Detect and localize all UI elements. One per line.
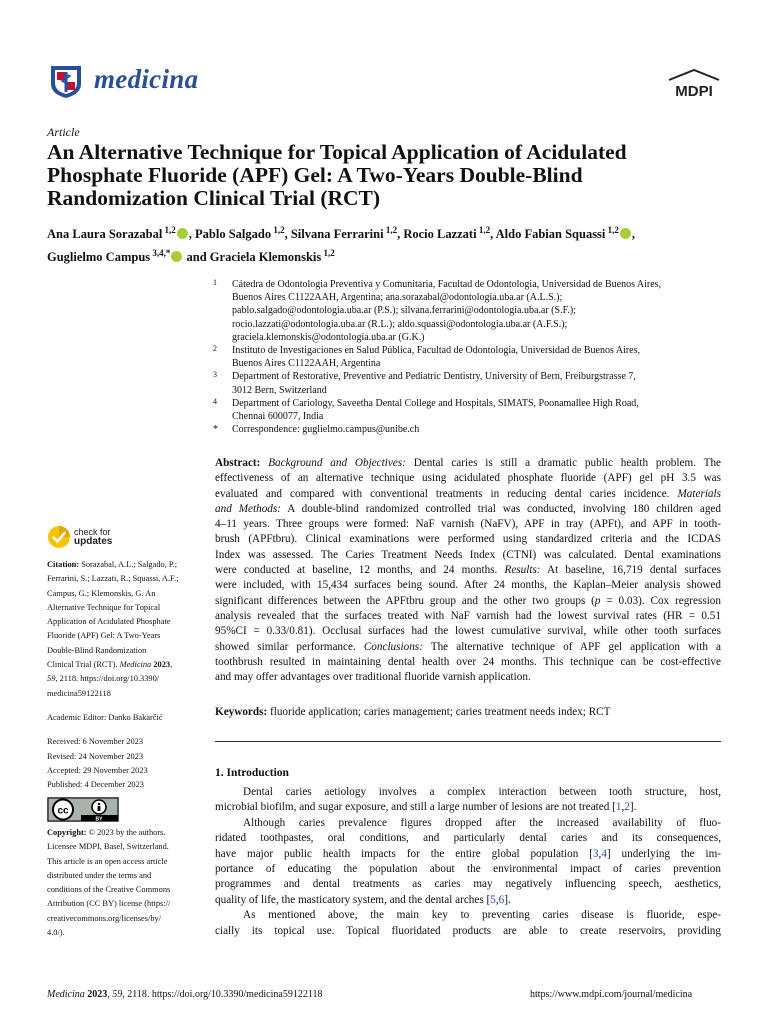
text-run: distributed under the terms and xyxy=(47,870,152,880)
check-for-updates-label[interactable] xyxy=(74,527,112,547)
text-run: 4–11 years. Three groups were formed: NaF varnish (NaFV), APF in tray (APFt), and APF in tooth- xyxy=(215,518,721,531)
text-run: This article is an open access article xyxy=(47,856,168,866)
text-run: ] underlying the im- xyxy=(606,847,721,860)
text-run: , xyxy=(598,847,602,860)
affiliation-line: Buenos Aires C1122AAH, Argentina xyxy=(232,358,381,370)
date-accepted: Accepted: 29 November 2023 xyxy=(47,765,148,775)
abstract-line xyxy=(215,594,721,609)
author-separator: , xyxy=(490,227,496,242)
copyright-label: Copyright: xyxy=(47,828,87,837)
text-run: 2023 xyxy=(151,660,171,670)
text-run: Dental caries aetiology involves a complex interaction between tooth structure, host, xyxy=(243,786,721,798)
text-run: programmes and dental treatments as caries may negatively influencing speech, aesthetics, xyxy=(215,878,721,891)
citation-line xyxy=(47,558,207,572)
abstract-line xyxy=(215,456,721,471)
text-run: toothbrush resulted in maintaining dental health over 24 months. This technique can be cost-effective xyxy=(215,655,721,668)
text-run: quality of life, the masticatory system, and the dental arches [ xyxy=(215,893,491,906)
citation-line xyxy=(47,658,207,672)
text-run: Double-Blind Randomization xyxy=(47,645,147,655)
text-run: and Methods: xyxy=(215,502,281,515)
text-run: ridated toothpastes, oral conditions, and particularly dental caries and its consequences, xyxy=(215,832,721,845)
keywords-label: Keywords: xyxy=(215,706,268,718)
footer-journal-url[interactable]: https://www.mdpi.com/journal/medicina xyxy=(530,989,693,1000)
author-affiliation-marker: 1,2 xyxy=(162,225,176,235)
affiliation-item xyxy=(213,344,733,370)
text-run: As mentioned above, the main key to preventing caries disease is fluoride, espe- xyxy=(243,909,721,922)
title-line: An Alternative Technique for Topical Application of Acidulated xyxy=(47,140,627,164)
affiliation-item xyxy=(213,397,733,423)
text-run: cially its topical use. Topical fluoridated products are able to create reservoirs, providing xyxy=(215,924,721,937)
author-separator: and xyxy=(183,250,210,265)
author-affiliation-marker: 1,2 xyxy=(605,225,619,235)
cc-icon: cc xyxy=(57,805,69,817)
abstract-line xyxy=(215,487,721,502)
citation-line xyxy=(47,687,207,701)
mdpi-logo-text: MDPI xyxy=(675,83,713,100)
footer-journal: Medicina xyxy=(47,989,85,1000)
author-separator: , xyxy=(284,227,291,242)
text-run: significant differences between the APFtbru group and the other two groups ( xyxy=(215,594,595,607)
citation-label: Citation: xyxy=(47,560,80,569)
author-name[interactable]: Graciela Klemonskis xyxy=(209,250,322,265)
text-run: © 2023 by the authors. xyxy=(86,828,166,837)
abstract-line xyxy=(215,532,721,547)
reference-link[interactable]: 5 xyxy=(490,893,496,906)
abstract xyxy=(215,456,721,685)
affiliation-marker: 3 xyxy=(213,370,217,380)
text-run: Attribution (CC BY) license (https:// xyxy=(47,899,171,909)
text-run: , xyxy=(495,893,499,906)
copyright-line xyxy=(47,869,207,883)
text-run: , 2118. https://doi.org/10.3390/ xyxy=(55,674,160,684)
footer-volume: 59 xyxy=(112,989,123,1000)
abstract-line xyxy=(215,640,721,655)
text-run: Although caries prevalence figures dropped after the increased availability of fluo- xyxy=(243,816,721,829)
text-run: Licensee MDPI, Basel, Switzerland. xyxy=(47,842,169,852)
text-run: , xyxy=(621,801,625,814)
text-run: 95%CI = 0.33/0.81). Occlusal surfaces had the lowest cumulative survival, while other tooth surfaces xyxy=(215,625,721,638)
abstract-line xyxy=(215,502,721,517)
sidebar-info xyxy=(47,558,207,792)
paragraph-line xyxy=(215,877,721,892)
section-divider xyxy=(215,741,721,742)
abstract-label: Abstract: xyxy=(215,457,269,469)
reference-link[interactable]: 3 xyxy=(592,847,599,860)
text-run: ]. xyxy=(629,801,637,814)
copyright-line xyxy=(47,912,207,926)
author-affiliation-marker: 1,2 xyxy=(321,248,335,259)
author-line xyxy=(47,221,737,244)
affiliation-item xyxy=(213,370,733,396)
author-affiliation-marker: 1,2 xyxy=(271,225,285,235)
citation-line xyxy=(47,615,207,629)
author-affiliation-marker: 1,2 xyxy=(383,225,398,235)
keywords xyxy=(215,706,721,718)
text-run: analysis revealed that the surfaces treated with NaF varnish had the lowest survival rates (HR = 0.51 xyxy=(215,609,721,622)
citation-line xyxy=(47,629,207,643)
affiliation-marker: 4 xyxy=(213,396,217,406)
text-run: and may offer advantages over traditional fluoride varnish application. xyxy=(215,671,531,684)
text-run: = 0.03). Cox regression xyxy=(600,594,721,607)
copyright-line xyxy=(47,826,207,840)
orcid-icon[interactable] xyxy=(620,228,631,239)
text-run: brush (APFtbru). Clinical examinations were performed using standardized criteria and the ICDAS xyxy=(215,533,721,546)
text-run: ]. xyxy=(504,893,511,906)
journal-logo xyxy=(47,62,85,100)
footer-doi[interactable]: , 2118. https://doi.org/10.3390/medicina59122118 xyxy=(122,989,323,1000)
citation-line xyxy=(47,672,207,686)
citation-line xyxy=(47,587,207,601)
abstract-line xyxy=(215,655,721,670)
author-name[interactable]: Rocio Lazzati xyxy=(403,227,477,242)
text-run: At baseline, 16,719 dental surfaces xyxy=(540,564,721,577)
affiliation-line: rocio.lazzati@odontologia.uba.ar (R.L.); aldo.squassi@odontologia.uba.ar (A.F.S.); xyxy=(232,318,568,330)
text-run: Application of Acidulated Phosphate xyxy=(47,617,171,627)
text-run: Conclusions: xyxy=(363,640,423,653)
mdpi-logo[interactable] xyxy=(667,68,721,102)
text-run: creativecommons.org/licenses/by/ xyxy=(47,913,162,923)
author-name[interactable]: Guglielmo Campus xyxy=(47,250,151,265)
author-separator: , xyxy=(631,227,636,242)
affiliation-line: Chennai 600077, India xyxy=(232,411,324,423)
author-name[interactable]: Silvana Ferrarini xyxy=(290,227,384,242)
affiliation-marker: * xyxy=(213,424,218,436)
abstract-line xyxy=(215,471,721,486)
abstract-line xyxy=(215,517,721,532)
introduction-body xyxy=(215,785,721,939)
text-run: microbial biofilm, and sugar exposure, and still a large number of lesions are not treated [ xyxy=(215,801,616,814)
paragraph-line xyxy=(215,785,721,800)
author-name[interactable]: Pablo Salgado xyxy=(195,227,272,242)
orcid-icon[interactable] xyxy=(177,228,188,239)
reference-link[interactable]: 1 xyxy=(615,801,622,814)
text-run: effectiveness of an alternative technique using acidulated phosphate fluoride (APF) gel pH 3.5 was xyxy=(215,472,721,485)
citation xyxy=(47,558,207,701)
citation-line xyxy=(47,644,207,658)
article-title xyxy=(47,141,737,210)
author-name[interactable]: Aldo Fabian Squassi xyxy=(495,227,606,242)
text-run: were included, with 15,434 surfaces being sound. After 24 months, the Kaplan–Meier analysis showed xyxy=(215,579,721,592)
text-run: evaluated and compared with conventional treatments in reducing dental caries incidence. xyxy=(215,487,678,500)
article-type: Article xyxy=(47,125,80,139)
paragraph-line xyxy=(215,893,721,908)
paragraph-line xyxy=(215,908,721,923)
abstract-line xyxy=(215,670,721,685)
reference-link[interactable]: 6 xyxy=(498,893,505,906)
affiliation-line: 3012 Bern, Switzerland xyxy=(232,384,327,396)
text-run: Clinical Trial (RCT). xyxy=(47,660,120,670)
footer-citation: Medicina 2023, 59, 2118. https://doi.org/10.3390/medicina59122118 xyxy=(47,989,323,1000)
paragraph-line xyxy=(215,862,721,877)
text-run: medicina59122118 xyxy=(47,688,111,698)
text-run: 59 xyxy=(47,674,56,684)
check-updates-line: updates xyxy=(74,536,113,547)
orcid-icon[interactable] xyxy=(171,251,182,262)
text-run: showed similar performance. xyxy=(215,640,364,653)
text-run: Ferrarini, S.; Lazzati, R.; Squassi, A.F.; xyxy=(47,574,179,584)
date-published: Published: 4 December 2023 xyxy=(47,780,144,790)
text-run: A double-blind randomized controlled trial was conducted, involving 180 children aged xyxy=(280,502,721,515)
copyright-line xyxy=(47,926,207,940)
affiliation-line: graciela.klemonskis@odontologia.uba.ar (G.K.) xyxy=(232,331,425,343)
cc-by-label: BY xyxy=(95,816,103,822)
affiliation-item xyxy=(213,423,733,436)
affiliation-line: Cátedra de Odontologia Preventiva y Comunitaria, Facultad de Odontologia, Universidad de Buenos Aires, xyxy=(232,279,662,290)
text-run: Medicina xyxy=(119,660,152,670)
text-run: Dental caries is still a dramatic public health problem. The xyxy=(405,457,721,469)
text-run: The alternative technique of APF gel application with a xyxy=(422,640,721,653)
text-run: portance of educating the population about the environmental impact of caries prevention xyxy=(215,863,721,876)
copyright-line xyxy=(47,883,207,897)
text-run: were conducted at baseline, 12 months, and 24 months. xyxy=(215,564,505,577)
paragraph-line xyxy=(215,847,721,862)
affiliation-line: Instituto de Investigaciones en Salud Pública, Facultad de Odontologia, Universidad de Buenos Aires, xyxy=(232,345,640,357)
date-revised: Revised: 24 November 2023 xyxy=(47,751,144,761)
author-list xyxy=(47,221,737,267)
check-updates-line: check for xyxy=(74,527,111,537)
affiliation-line: Buenos Aires C1122AAH, Argentina; ana.sorazabal@odontologia.uba.ar (A.L.S.); xyxy=(232,292,563,304)
paragraph-line xyxy=(215,800,721,815)
affiliation-line: Department of Restorative, Preventive and Pediatric Dentistry, University of Bern, Freiburgstrasse 7, xyxy=(232,371,636,383)
affiliations xyxy=(213,278,733,436)
section-heading: 1. Introduction xyxy=(215,767,289,779)
affiliation-line: pablo.salgado@odontologia.uba.ar (P.S.); silvana.ferrarini@odontologia.uba.ar (S.F.); xyxy=(232,305,576,317)
academic-editor: Academic Editor: Danko Bakarčić xyxy=(47,712,163,722)
citation-line xyxy=(47,572,207,586)
text-run: Materials xyxy=(677,487,721,500)
author-line xyxy=(47,244,737,267)
abstract-line xyxy=(215,624,721,639)
text-run: 4.0/). xyxy=(47,928,65,938)
text-run: conditions of the Creative Commons xyxy=(47,885,171,895)
check-for-updates-icon[interactable] xyxy=(47,525,71,549)
text-run: Index was assessed. The Caries Treatment Needs Index (CTNI) was calculated. Dental examinations xyxy=(215,548,721,561)
text-run: Sorazabal, A.L.; Salgado, P.; xyxy=(79,560,178,569)
reference-link[interactable]: 2 xyxy=(624,801,630,814)
copyright-line xyxy=(47,855,207,869)
text-run: p xyxy=(594,594,601,607)
author-affiliation-marker: 3,4,* xyxy=(150,248,171,259)
abstract-line xyxy=(215,563,721,578)
text-run: Background and Objectives: xyxy=(268,457,406,469)
footer-year: 2023 xyxy=(87,989,108,1000)
text-run: Results: xyxy=(504,564,541,577)
abstract-line xyxy=(215,609,721,624)
abstract-line xyxy=(215,578,721,593)
copyright-notice xyxy=(47,826,207,940)
author-separator: , xyxy=(188,227,196,242)
keywords-text: fluoride application; caries management; caries treatment needs index; RCT xyxy=(267,706,611,718)
cc-by-license-badge[interactable] xyxy=(47,797,119,822)
copyright-line xyxy=(47,897,207,911)
text-run: have major public health impacts for the entire global population [ xyxy=(215,847,593,860)
paragraph-line xyxy=(215,831,721,846)
text-run: Campus, G.; Klemonskis, G. An xyxy=(47,588,156,598)
journal-name[interactable]: medicina xyxy=(94,64,199,94)
paragraph-line xyxy=(215,924,721,939)
author-name[interactable]: Ana Laura Sorazabal xyxy=(47,227,163,242)
author-affiliation-marker: 1,2 xyxy=(476,225,491,235)
citation-line xyxy=(47,601,207,615)
affiliation-line: Department of Cariology, Saveetha Dental College and Hospitals, SIMATS, Poonamallee High Road, xyxy=(232,397,639,409)
affiliation-item xyxy=(213,278,733,344)
affiliation-marker: 1 xyxy=(213,278,217,287)
date-received: Received: 6 November 2023 xyxy=(47,737,144,747)
reference-link[interactable]: 4 xyxy=(601,847,607,860)
author-separator: , xyxy=(397,227,404,242)
title-line: Randomization Clinical Trial (RCT) xyxy=(47,186,381,210)
title-line: Phosphate Fluoride (APF) Gel: A Two-Years Double-Blind xyxy=(47,163,583,187)
text-run: , xyxy=(170,660,173,670)
affiliation-marker: 2 xyxy=(213,344,217,354)
text-run: Fluoride (APF) Gel: A Two-Years xyxy=(47,631,161,641)
copyright-line xyxy=(47,840,207,854)
text-run: Alternative Technique for Topical xyxy=(47,602,161,612)
affiliation-line: Correspondence: guglielmo.campus@unibe.ch xyxy=(232,424,420,436)
abstract-line xyxy=(215,548,721,563)
paragraph-line xyxy=(215,816,721,831)
